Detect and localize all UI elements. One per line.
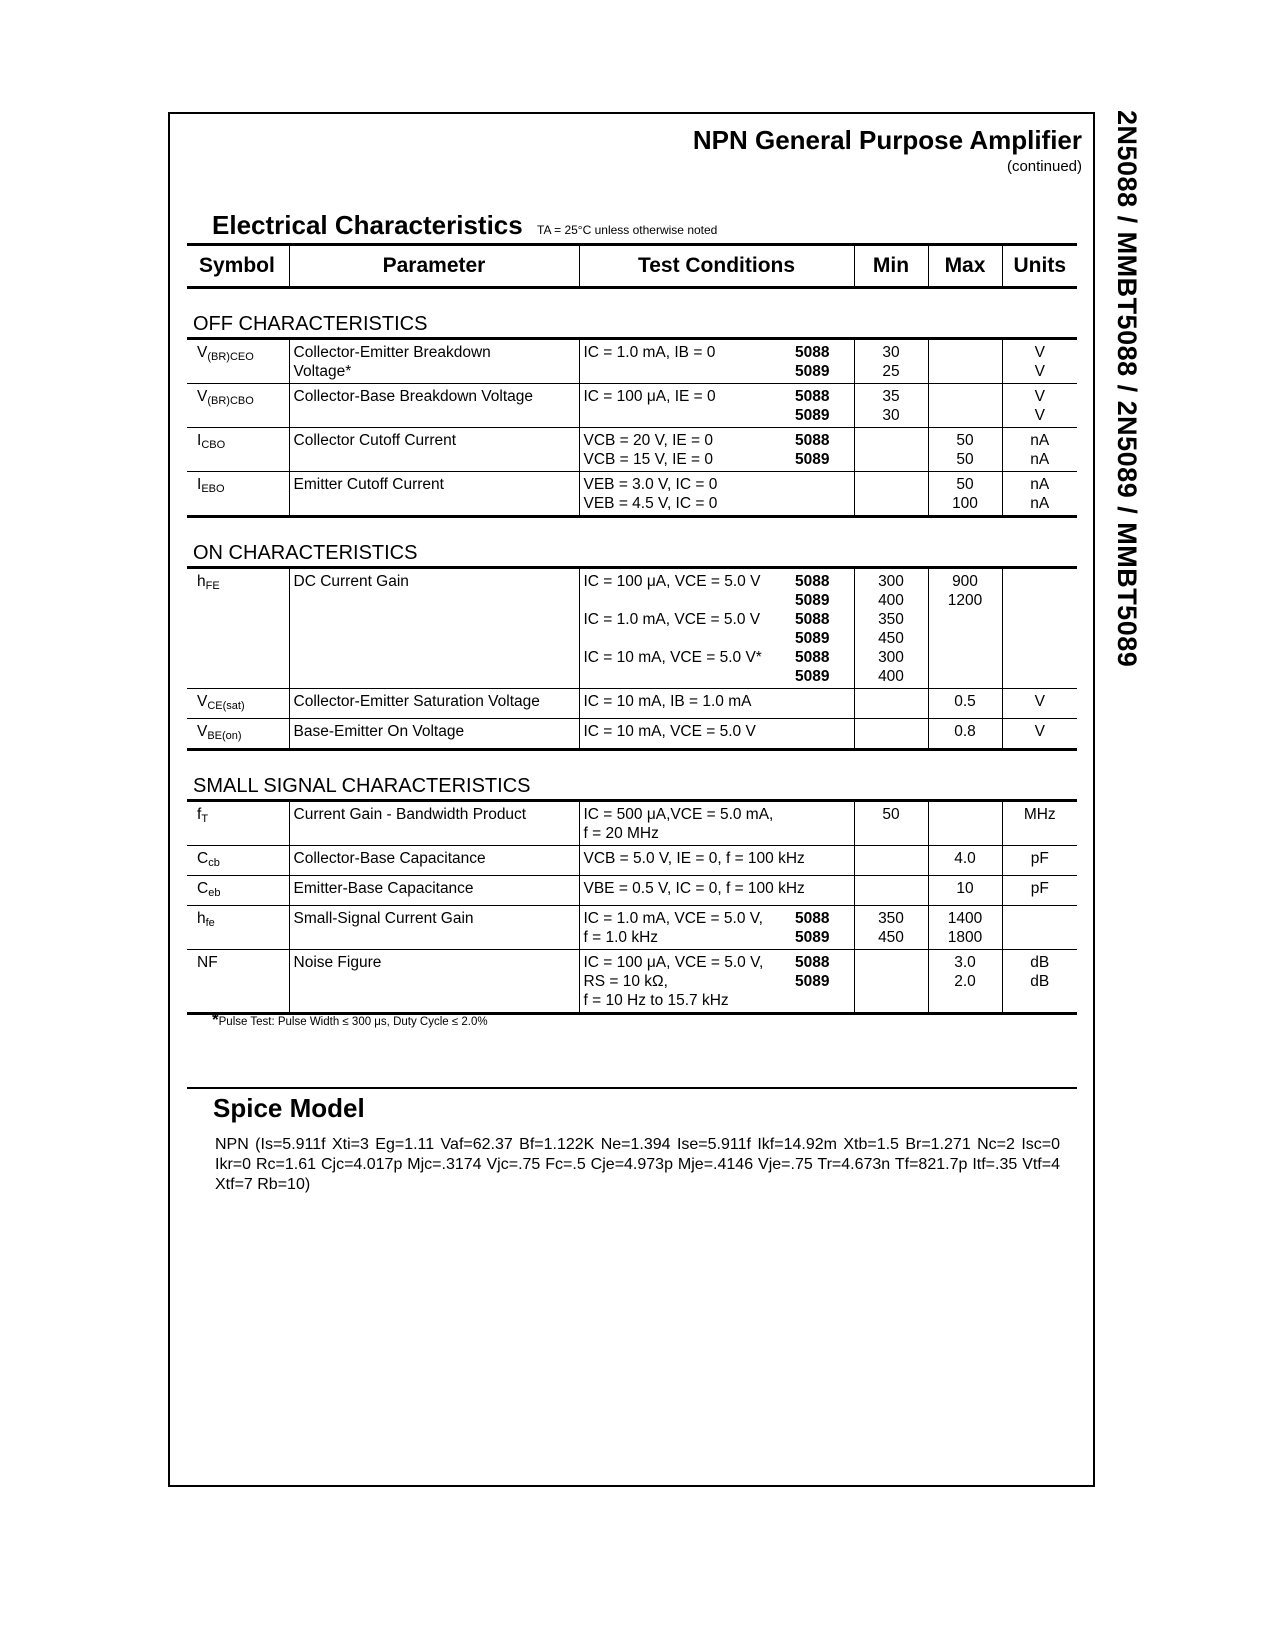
min-cell: [854, 719, 928, 750]
max-cell: 1400 1800: [928, 906, 1002, 950]
symbol-cell: $C_{cb}$: [187, 846, 289, 876]
table-row: [187, 568, 1077, 689]
table-row: [187, 846, 1077, 876]
max-cell: 3.0 2.0: [928, 950, 1002, 1014]
table-row: [187, 472, 1077, 517]
max-cell: 50 100: [928, 472, 1002, 517]
symbol-cell: $f_T$: [187, 801, 289, 846]
symbol-cell: $C_{eb}$: [187, 876, 289, 906]
parameter-cell: Collector-Base Breakdown Voltage: [289, 384, 579, 428]
col-test-conditions: Test Conditions: [579, 245, 854, 288]
table-row: [187, 428, 1077, 472]
category-small-signal: SMALL SIGNAL CHARACTERISTICS: [193, 775, 531, 797]
conditions-cell: IC = 10 mA, IB = 1.0 mA: [579, 689, 854, 719]
parameter-cell: Current Gain - Bandwidth Product: [289, 801, 579, 846]
max-cell: [928, 384, 1002, 428]
section-title: Electrical Characteristics: [212, 210, 523, 240]
spice-model-text: NPN (Is=5.911f Xti=3 Eg=1.11 Vaf=62.37 Bf=1.122K Ne=1.394 Ise=5.911f Ikf=14.92m Xtb=1.5 Br=1.271 Nc=2 Isc=0 Ikr=0 Rc=1.61 Cjc=4.017p Mjc=.3174 Vjc=.75 Fc=.5 Cje=4.973p Mje=.4146 Vje=.75 Tr=4.673n Tf=821.7p Itf=.35 Vtf=4 Xtf=7 Rb=10): [215, 1136, 1060, 1193]
table-row: [187, 339, 1077, 384]
units-cell: [1002, 568, 1077, 689]
symbol-cell: $h_{FE}$: [187, 568, 289, 689]
max-cell: 50 50: [928, 428, 1002, 472]
side-part-number-title: [1104, 110, 1144, 730]
symbol-cell: $I_{CBO}$: [187, 428, 289, 472]
parameter-cell: Collector-Emitter Breakdown Voltage*: [289, 339, 579, 384]
parameter-cell: Noise Figure: [289, 950, 579, 1014]
conditions-cell: IC = 100 μA, VCE = 5.0 V 5088 5089 IC = 1.0 mA, VCE = 5.0 V 5088 5089 IC = 10 mA, VCE = 5.0 V* 5088 5089: [579, 568, 854, 689]
col-units: Units: [1002, 245, 1077, 288]
symbol-cell: $V_{BE(on)}$: [187, 719, 289, 750]
max-cell: 900 1200: [928, 568, 1002, 689]
parameter-cell: Collector Cutoff Current: [289, 428, 579, 472]
parameter-cell: Emitter-Base Capacitance: [289, 876, 579, 906]
col-min: Min: [854, 245, 928, 288]
footnote-star: *: [212, 1010, 219, 1029]
parameter-cell: Collector-Base Capacitance: [289, 846, 579, 876]
side-title-text: 2N5088 / MMBT5088 / 2N5089 / MMBT5089: [1112, 110, 1142, 668]
min-cell: [854, 846, 928, 876]
parameter-cell: Base-Emitter On Voltage: [289, 719, 579, 750]
min-cell: 300 400 350 450 300 400: [854, 568, 928, 689]
footnote-text: Pulse Test: Pulse Width ≤ 300 μs, Duty Cycle ≤ 2.0%: [218, 1016, 488, 1028]
units-cell: [1002, 906, 1077, 950]
max-cell: 10: [928, 876, 1002, 906]
table-row: [187, 906, 1077, 950]
category-off: OFF CHARACTERISTICS: [193, 313, 428, 335]
conditions-cell: VEB = 3.0 V, IC = 0 VEB = 4.5 V, IC = 0: [579, 472, 854, 517]
max-cell: [928, 801, 1002, 846]
symbol-cell: $I_{EBO}$: [187, 472, 289, 517]
parameter-cell: Emitter Cutoff Current: [289, 472, 579, 517]
conditions-cell: IC = 100 μA, IE = 0 5088 5089: [579, 384, 854, 428]
min-cell: [854, 689, 928, 719]
symbol-cell: $V_{CE(sat)}$: [187, 689, 289, 719]
header-continued: (continued): [1006, 158, 1082, 175]
electrical-characteristics-table: [187, 243, 1077, 1015]
min-cell: [854, 428, 928, 472]
table-row: [187, 950, 1077, 1014]
table-header-row: [187, 245, 1077, 288]
table-row: [187, 801, 1077, 846]
table-row: [187, 384, 1077, 428]
section-note: TA = 25°C unless otherwise noted: [537, 223, 718, 237]
min-cell: [854, 472, 928, 517]
spice-divider: [187, 1087, 1077, 1089]
symbol-cell: $V_{(BR)CBO}$: [187, 384, 289, 428]
table-row: [187, 719, 1077, 750]
max-cell: 0.8: [928, 719, 1002, 750]
header-title: NPN General Purpose Amplifier: [692, 125, 1082, 155]
parameter-cell: Small-Signal Current Gain: [289, 906, 579, 950]
conditions-cell: VBE = 0.5 V, IC = 0, f = 100 kHz: [579, 876, 854, 906]
min-cell: 30 25: [854, 339, 928, 384]
units-cell: nA nA: [1002, 472, 1077, 517]
min-cell: 350 450: [854, 906, 928, 950]
units-cell: V: [1002, 689, 1077, 719]
col-symbol: Symbol: [187, 245, 289, 288]
category-on: ON CHARACTERISTICS: [193, 542, 418, 564]
symbol-cell: $h_{fe}$: [187, 906, 289, 950]
units-cell: dB dB: [1002, 950, 1077, 1014]
conditions-cell: IC = 1.0 mA, IB = 0 5088 5089: [579, 339, 854, 384]
conditions-cell: IC = 100 μA, VCE = 5.0 V, 5088 RS = 10 kΩ, 5089 f = 10 Hz to 15.7 kHz: [579, 950, 854, 1014]
col-max: Max: [928, 245, 1002, 288]
col-parameter: Parameter: [289, 245, 579, 288]
min-cell: [854, 876, 928, 906]
conditions-cell: VCB = 20 V, IE = 0 5088 VCB = 15 V, IE = 0 5089: [579, 428, 854, 472]
units-cell: V V: [1002, 339, 1077, 384]
category-row: [187, 750, 1077, 801]
max-cell: 4.0: [928, 846, 1002, 876]
table-row: [187, 689, 1077, 719]
spice-title: Spice Model: [213, 1093, 365, 1123]
min-cell: 35 30: [854, 384, 928, 428]
min-cell: 50: [854, 801, 928, 846]
parameter-cell: DC Current Gain: [289, 568, 579, 689]
conditions-cell: IC = 1.0 mA, VCE = 5.0 V, 5088 f = 1.0 kHz 5089: [579, 906, 854, 950]
conditions-cell: VCB = 5.0 V, IE = 0, f = 100 kHz: [579, 846, 854, 876]
category-row: [187, 288, 1077, 339]
units-cell: pF: [1002, 876, 1077, 906]
units-cell: nA nA: [1002, 428, 1077, 472]
units-cell: MHz: [1002, 801, 1077, 846]
max-cell: [928, 339, 1002, 384]
conditions-cell: IC = 500 μA,VCE = 5.0 mA, f = 20 MHz: [579, 801, 854, 846]
symbol-cell: NF: [187, 950, 289, 1014]
conditions-cell: IC = 10 mA, VCE = 5.0 V: [579, 719, 854, 750]
min-cell: [854, 950, 928, 1014]
units-cell: V: [1002, 719, 1077, 750]
symbol-cell: $V_{(BR)CEO}$: [187, 339, 289, 384]
footnote: [212, 1010, 488, 1030]
max-cell: 0.5: [928, 689, 1002, 719]
units-cell: V V: [1002, 384, 1077, 428]
units-cell: pF: [1002, 846, 1077, 876]
category-row: [187, 517, 1077, 568]
table-row: [187, 876, 1077, 906]
parameter-cell: Collector-Emitter Saturation Voltage: [289, 689, 579, 719]
